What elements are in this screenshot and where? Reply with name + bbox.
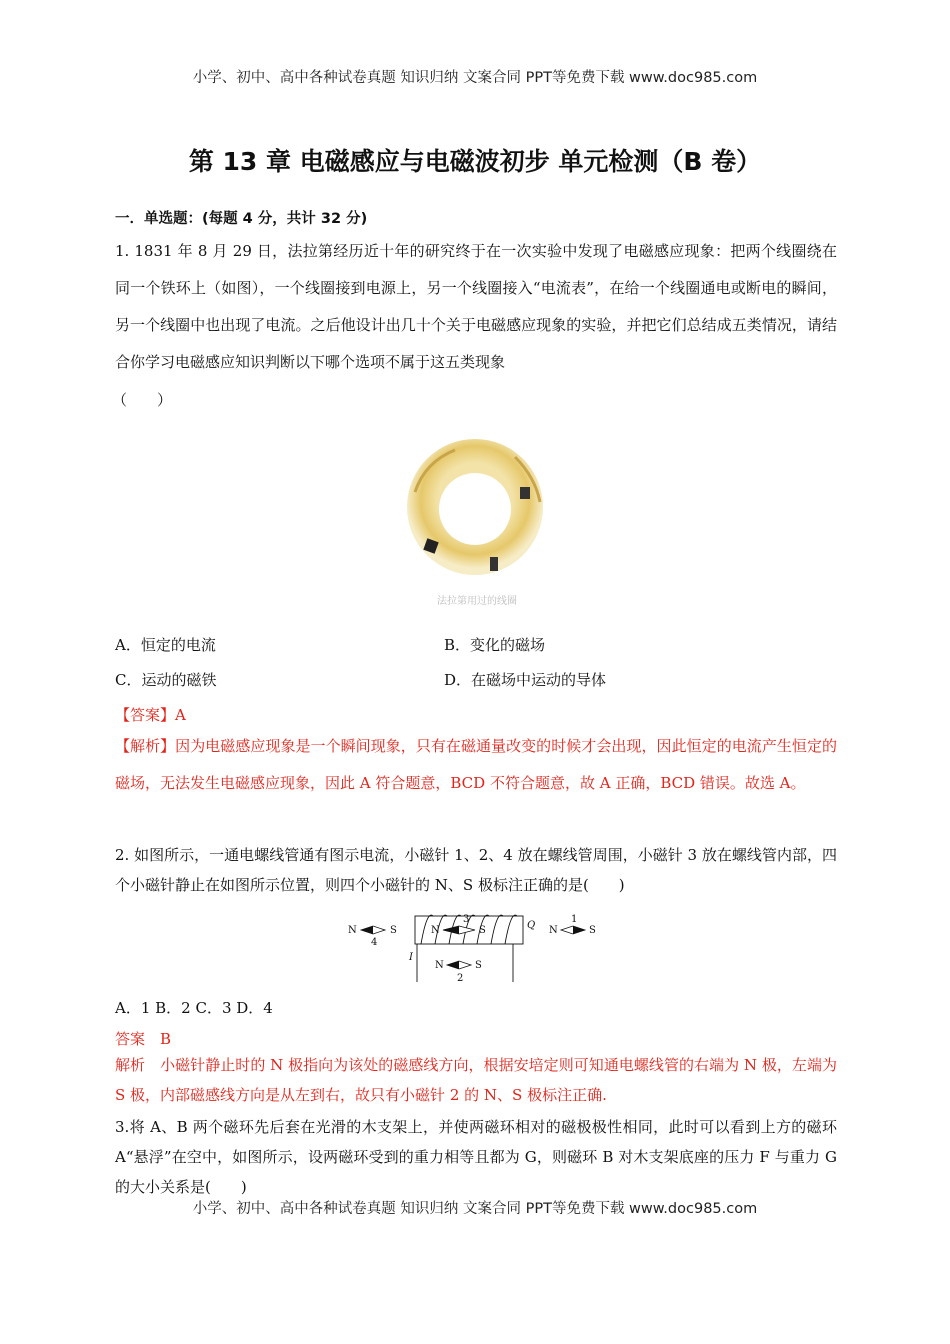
question-1-text: 1. 1831 年 8 月 29 日，法拉第经历近十年的研究终于在一次实验中发现了电磁感应现象：把两个线圈绕在同一个铁环上（如图），一个线圈接到电源上，另一个线圈接入“电流表”，在给一个线圈通电或断电的瞬间，另一个线圈中也出现了电流。之后他设计出几十个关于电磁感应现象的实验，并把它们总结成五类情况，请结合你学习电磁感应知识判断以下哪个选项不属于这五类现象 bbox=[115, 242, 837, 371]
needle-4-fill bbox=[361, 926, 373, 934]
page-footer: 小学、初中、高中各种试卷真题 知识归纳 文案合同 PPT等免费下载 www.doc985.com bbox=[192, 1201, 758, 1217]
needle-1-s: S bbox=[589, 925, 596, 936]
needle-3-s: S bbox=[479, 925, 486, 936]
coil-terminal-b bbox=[520, 487, 530, 499]
needle-2-num: 2 bbox=[457, 973, 464, 984]
page-title: 第 13 章 电磁感应与电磁波初步 单元检测（B 卷） bbox=[188, 147, 762, 176]
needle-2-fill bbox=[447, 961, 459, 969]
q2-analysis: 解析 小磁针静止时的 N 极指向为该处的磁感线方向，根据安培定则可知通电螺线管的右端为 N 极，左端为 S 极，内部磁感线方向是从左到右，故只有小磁针 2 的 N、S 极标注正确. bbox=[115, 1056, 837, 1104]
needle-4-n: N bbox=[348, 925, 357, 936]
needle-3-num: 3 bbox=[463, 914, 470, 925]
ring-hole bbox=[439, 473, 511, 545]
q1-option-a: A．恒定的电流 bbox=[115, 636, 216, 654]
label-q: Q bbox=[527, 920, 536, 931]
question-2-text: 2. 如图所示，一通电螺线管通有图示电流，小磁针 1、2、4 放在螺线管周围，小磁针 3 放在螺线管内部，四个小磁针静止在如图所示位置，则四个小磁针的 N、S 极标注正确的是( ) bbox=[115, 846, 837, 894]
needle-1-num: 1 bbox=[571, 914, 578, 925]
needle-2-n: N bbox=[435, 960, 444, 971]
section-heading: 一．单选题：(每题 4 分，共计 32 分) bbox=[115, 211, 368, 227]
needle-1-fill bbox=[573, 926, 585, 934]
coil-terminal-2 bbox=[490, 557, 498, 571]
q2-answer: 答案 B bbox=[115, 1030, 172, 1048]
q1-option-b: B．变化的磁场 bbox=[444, 636, 546, 654]
q1-answer: 【答案】A bbox=[115, 706, 186, 724]
question-3-text: 3.将 A、B 两个磁环先后套在光滑的木支架上，并使两磁环相对的磁极极性相同，此时可以看到上方的磁环 A“悬浮”在空中，如图所示，设两磁环受到的重力相等且都为 G，则磁环 B 对木支架底座的压力 F 与重力 G 的大小关系是( ) bbox=[115, 1118, 837, 1196]
question-1-paren: （ ） bbox=[112, 391, 173, 409]
ring-caption: 法拉第用过的线圈 bbox=[437, 596, 517, 607]
q1-option-d: D．在磁场中运动的导体 bbox=[444, 671, 607, 689]
needle-4-s: S bbox=[390, 925, 397, 936]
needle-1-n: N bbox=[549, 925, 558, 936]
needle-4-num: 4 bbox=[371, 937, 378, 948]
needle-2-s: S bbox=[475, 960, 482, 971]
q2-options: A．1 B．2 C．3 D．4 bbox=[115, 999, 273, 1017]
q1-option-c: C．运动的磁铁 bbox=[115, 671, 217, 689]
solenoid-diagram bbox=[335, 900, 610, 988]
label-i: I bbox=[409, 952, 413, 963]
needle-3-n: N bbox=[431, 925, 440, 936]
faraday-ring-image bbox=[395, 432, 560, 612]
page-header: 小学、初中、高中各种试卷真题 知识归纳 文案合同 PPT等免费下载 www.doc985.com bbox=[192, 70, 758, 86]
q1-analysis: 【解析】因为电磁感应现象是一个瞬间现象，只有在磁通量改变的时候才会出现，因此恒定的电流产生恒定的磁场，无法发生电磁感应现象，因此 A 符合题意，BCD 不符合题意，故 A 正确，BCD 错误。故选 A。 bbox=[115, 737, 837, 792]
